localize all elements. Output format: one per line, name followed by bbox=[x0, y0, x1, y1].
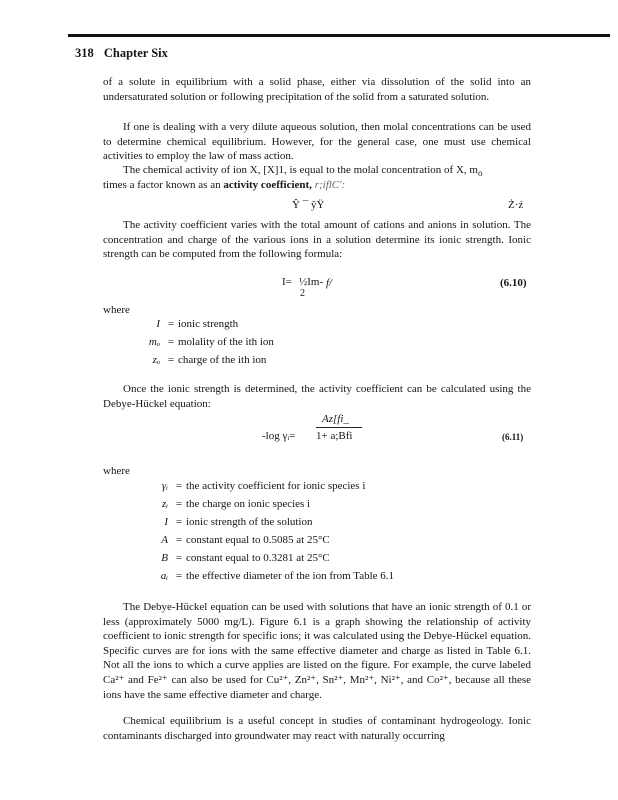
paragraph-1: of a solute in equilibrium with a solid phase, either via dissolution of the solid into an undersaturated solution or following precipitation of the solid from a saturated solution. bbox=[103, 76, 531, 103]
definition-activity-coefficient: γᵢ = the activity coefficient for ionic species i bbox=[161, 480, 366, 492]
definition-constant-b: B = constant equal to 0.3281 at 25°C bbox=[161, 552, 330, 564]
equation-6-11-number: (6.11) bbox=[502, 432, 524, 442]
equation-6-11-fraction-bar bbox=[316, 427, 362, 428]
equation-activity: Ŷ ¯ ŷŸ bbox=[292, 199, 325, 211]
para-5-block bbox=[103, 382, 531, 411]
equation-6-10-sum: ½Im- bbox=[299, 276, 324, 288]
where-label-2: where bbox=[103, 465, 130, 477]
definition-effective-diameter: aᵢ = the effective diameter of the ion from Table 6.1 bbox=[160, 570, 395, 582]
paragraph-4: The activity coefficient varies with the total amount of cations and anions in solution. The concentration and charge of the various ions in a solution determine its ionic strength. Ionic strength can be computed from the following formula: bbox=[103, 219, 531, 261]
paragraph-5: Once the ionic strength is determined, the activity coefficient can be calculated using the Debye-Hückel equation: bbox=[103, 383, 531, 410]
para-6-block bbox=[103, 600, 531, 702]
para-1-block bbox=[103, 75, 531, 104]
definition-charge: zₒ = charge of the ith ion bbox=[152, 354, 267, 366]
running-header bbox=[75, 46, 168, 61]
equation-6-10-denominator: 2 bbox=[300, 288, 305, 299]
where-label-1: where bbox=[103, 304, 130, 316]
activity-coefficient-term: activity coefficient, bbox=[223, 179, 312, 191]
para-7-block bbox=[103, 714, 531, 743]
paragraph-2: If one is dealing with a very dilute aqueous solution, then molal concentrations can be used to determine chemical equilibrium. However, for the general case, one must use chemical activities to employ the law of mass action. bbox=[103, 121, 531, 163]
equation-6-11-lhs: -log γᵢ= bbox=[262, 430, 296, 442]
definition-solution-ionic-strength: I = ionic strength of the solution bbox=[164, 516, 313, 528]
garbled-symbol: r;iflC': bbox=[311, 179, 346, 191]
definition-ionic-strength: I = ionic strength bbox=[156, 318, 239, 330]
definition-ionic-charge: zᵢ = the charge on ionic species i bbox=[161, 498, 311, 510]
para-3-line-2: times a factor known as an activity coefficient, r;iflC': bbox=[103, 179, 346, 191]
equation-activity-number: Ż·ź bbox=[508, 199, 524, 211]
definition-constant-a: A = constant equal to 0.5085 at 25°C bbox=[161, 534, 330, 546]
para-3-line-1: The chemical activity of ion X, [X]1, is equal to the molal concentration of X, $m_o$ bbox=[123, 164, 483, 179]
chapter-title: Chapter Six bbox=[103, 46, 168, 60]
paragraph-7: Chemical equilibrium is a useful concept in studies of contaminant hydrogeology. Ionic contaminants discharged into groundwater may react with naturally occurring bbox=[103, 715, 531, 742]
equation-6-11-denominator: 1+ a;Bfi bbox=[316, 430, 353, 442]
para-4-block bbox=[103, 218, 531, 262]
para-2-block bbox=[103, 120, 531, 164]
paragraph-6: The Debye-Hückel equation can be used with solutions that have an ionic strength of 0.1 or less (approximately 5000 mg/L). Figure 6.1 is a graph showing the relationship of activity coefficient to ionic strength for specific ions; it was calculated using the Debye-Hückel equation. Specific curves are for ions with the same effective diameter and charge as listed in Table 6.1. Not all the ions to which a curve applies are listed on the figure. For example, the curve labeled Ca²⁺ and Fe²⁺ can also be used for Cu²⁺, Zn²⁺, Sn²⁺, Mn²⁺, Ni²⁺, and Co²⁺, because all these ions have the same effective diameter and charge. bbox=[103, 601, 531, 701]
equation-6-10-number: (6.10) bbox=[500, 277, 527, 289]
header-rule bbox=[68, 34, 610, 37]
definition-molality: mₒ = molality of the ith ion bbox=[148, 336, 274, 348]
equation-6-11-numerator: Az[fi_ bbox=[322, 413, 349, 425]
equation-6-10-tail: f/ bbox=[326, 277, 333, 289]
page-number: 318 bbox=[75, 46, 94, 60]
equation-6-10-lhs: I= bbox=[282, 276, 292, 288]
subscript-o: o bbox=[477, 168, 483, 179]
